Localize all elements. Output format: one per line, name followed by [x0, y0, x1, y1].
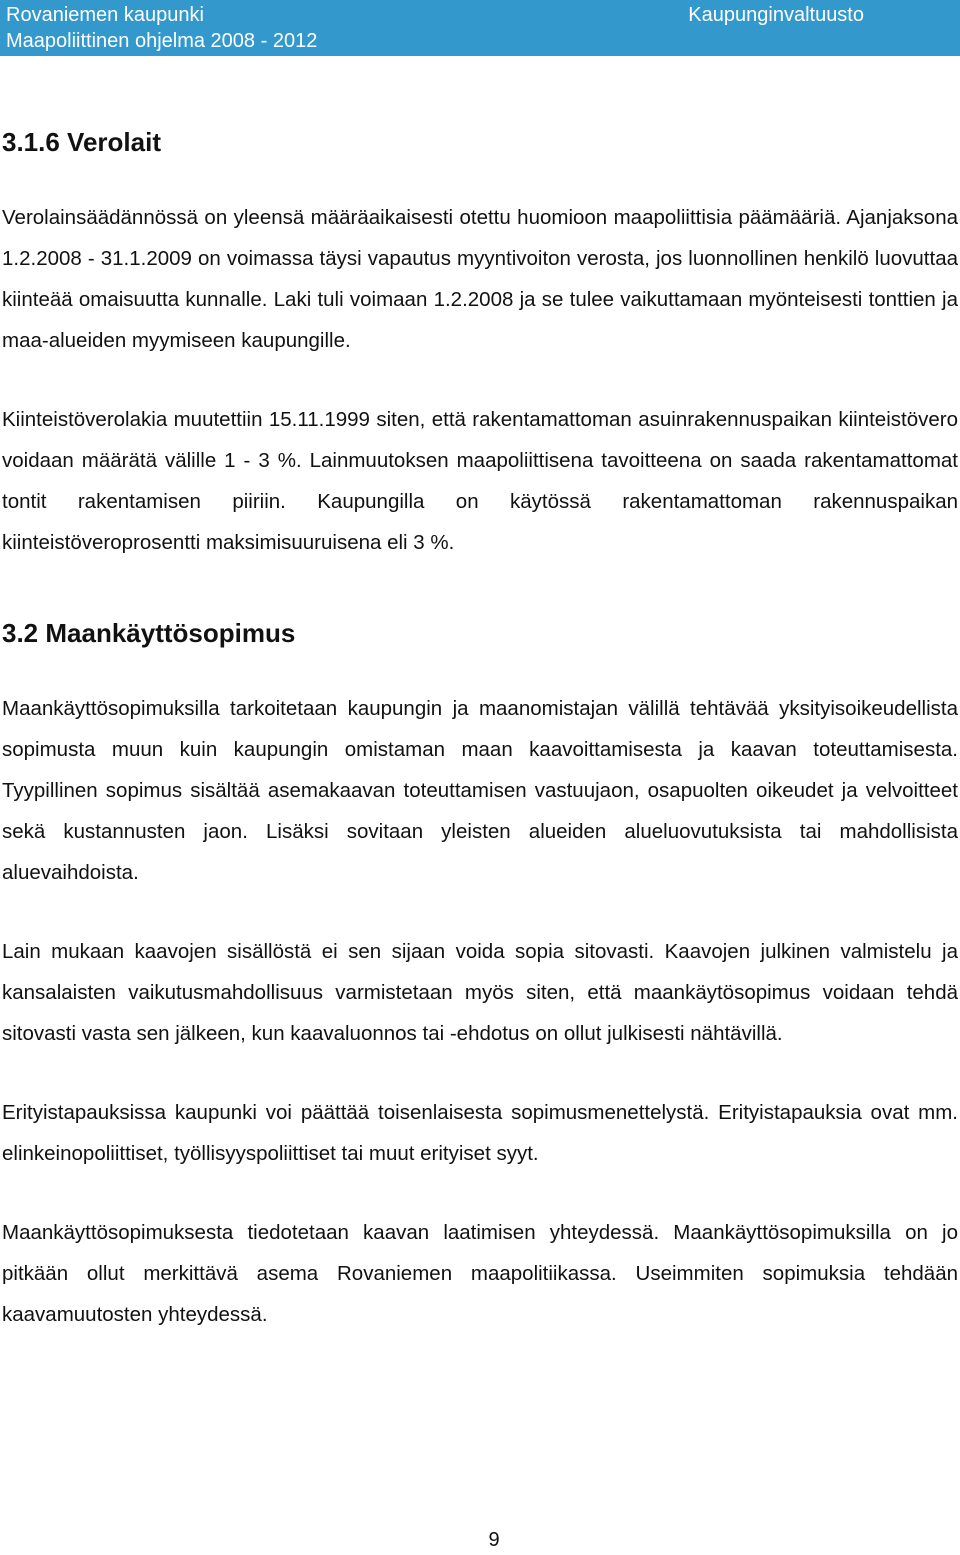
section-32-paragraph-4: Maankäyttösopimuksesta tiedotetaan kaavan laatimisen yhteydessä. Maankäyttösopimuksilla on jo pitkään ollut merkittävä asema Rovaniemen maapolitiikassa. Useimmiten sopimuksia tehdään kaavamuutosten yhteydessä. — [2, 1221, 958, 1326]
header-right — [688, 2, 864, 28]
header-org: Rovaniemen kaupunki — [6, 4, 204, 26]
section-32-paragraph-2: Lain mukaan kaavojen sisällöstä ei sen sijaan voida sopia sitovasti. Kaavojen julkinen valmistelu ja kansalaisten vaikutusmahdollisuus varmistetaan myös siten, että maankäytösopimus voidaan tehdä sitovasti vasta sen jälkeen, kun kaavaluonnos tai -ehdotus on ollut julkisesti nähtävillä. — [2, 940, 958, 1045]
section-32-heading: 3.2 Maankäyttösopimus — [2, 618, 296, 648]
section-32-paragraph-3: Erityistapauksissa kaupunki voi päättää toisenlaisesta sopimusmenettelystä. Erityistapauksia ovat mm. elinkeinopoliittiset, työllisyyspoliittiset tai muut erityiset syyt. — [2, 1101, 958, 1165]
section-32-paragraph-1: Maankäyttösopimuksilla tarkoitetaan kaupungin ja maanomistajan välillä tehtävää yksityisoikeudellista sopimusta muun kuin kaupungin omistaman maan kaavoittamisesta ja kaavan toteuttamisesta. Tyypillinen sopimus sisältää asemakaavan toteuttamisen vastuujaon, osapuolten oikeudet ja velvoitteet sekä kustannusten jaon. Lisäksi sovitaan yleisten alueiden alueluovutuksista tai mahdollisista aluevaihdoista. — [2, 697, 958, 884]
header-left — [6, 2, 317, 54]
page-number: 9 — [488, 1529, 500, 1551]
section-316-heading: 3.1.6 Verolait — [2, 127, 161, 157]
page-header — [0, 0, 960, 56]
header-doc-title: Maapoliittinen ohjelma 2008 - 2012 — [6, 30, 318, 52]
section-316-paragraph-1: Verolainsäädännössä on yleensä määräaikaisesti otettu huomioon maapoliittisia päämääriä. Ajanjaksona 1.2.2008 - 31.1.2009 on voimassa täysi vapautus myyntivoiton verosta, jos luonnollinen henkilö luovuttaa kiinteää omaisuutta kunnalle. Laki tuli voimaan 1.2.2008 ja se tulee vaikuttamaan myönteisesti tonttien ja maa-alueiden myymiseen kaupungille. — [2, 206, 958, 352]
section-316-paragraph-2: Kiinteistöverolakia muutettiin 15.11.1999 siten, että rakentamattoman asuinrakennuspaikan kiinteistövero voidaan määrätä välille 1 - 3 %. Lainmuutoksen maapoliittisena tavoitteena on saada rakentamattomat tontit rakentamisen piiriin. Kaupungilla on käytössä rakentamattoman rakennuspaikan kiinteistöveroprosentti maksimisuuruisena eli 3 %. — [2, 408, 958, 554]
document-content — [0, 56, 960, 1335]
header-body: Kaupunginvaltuusto — [688, 4, 864, 26]
